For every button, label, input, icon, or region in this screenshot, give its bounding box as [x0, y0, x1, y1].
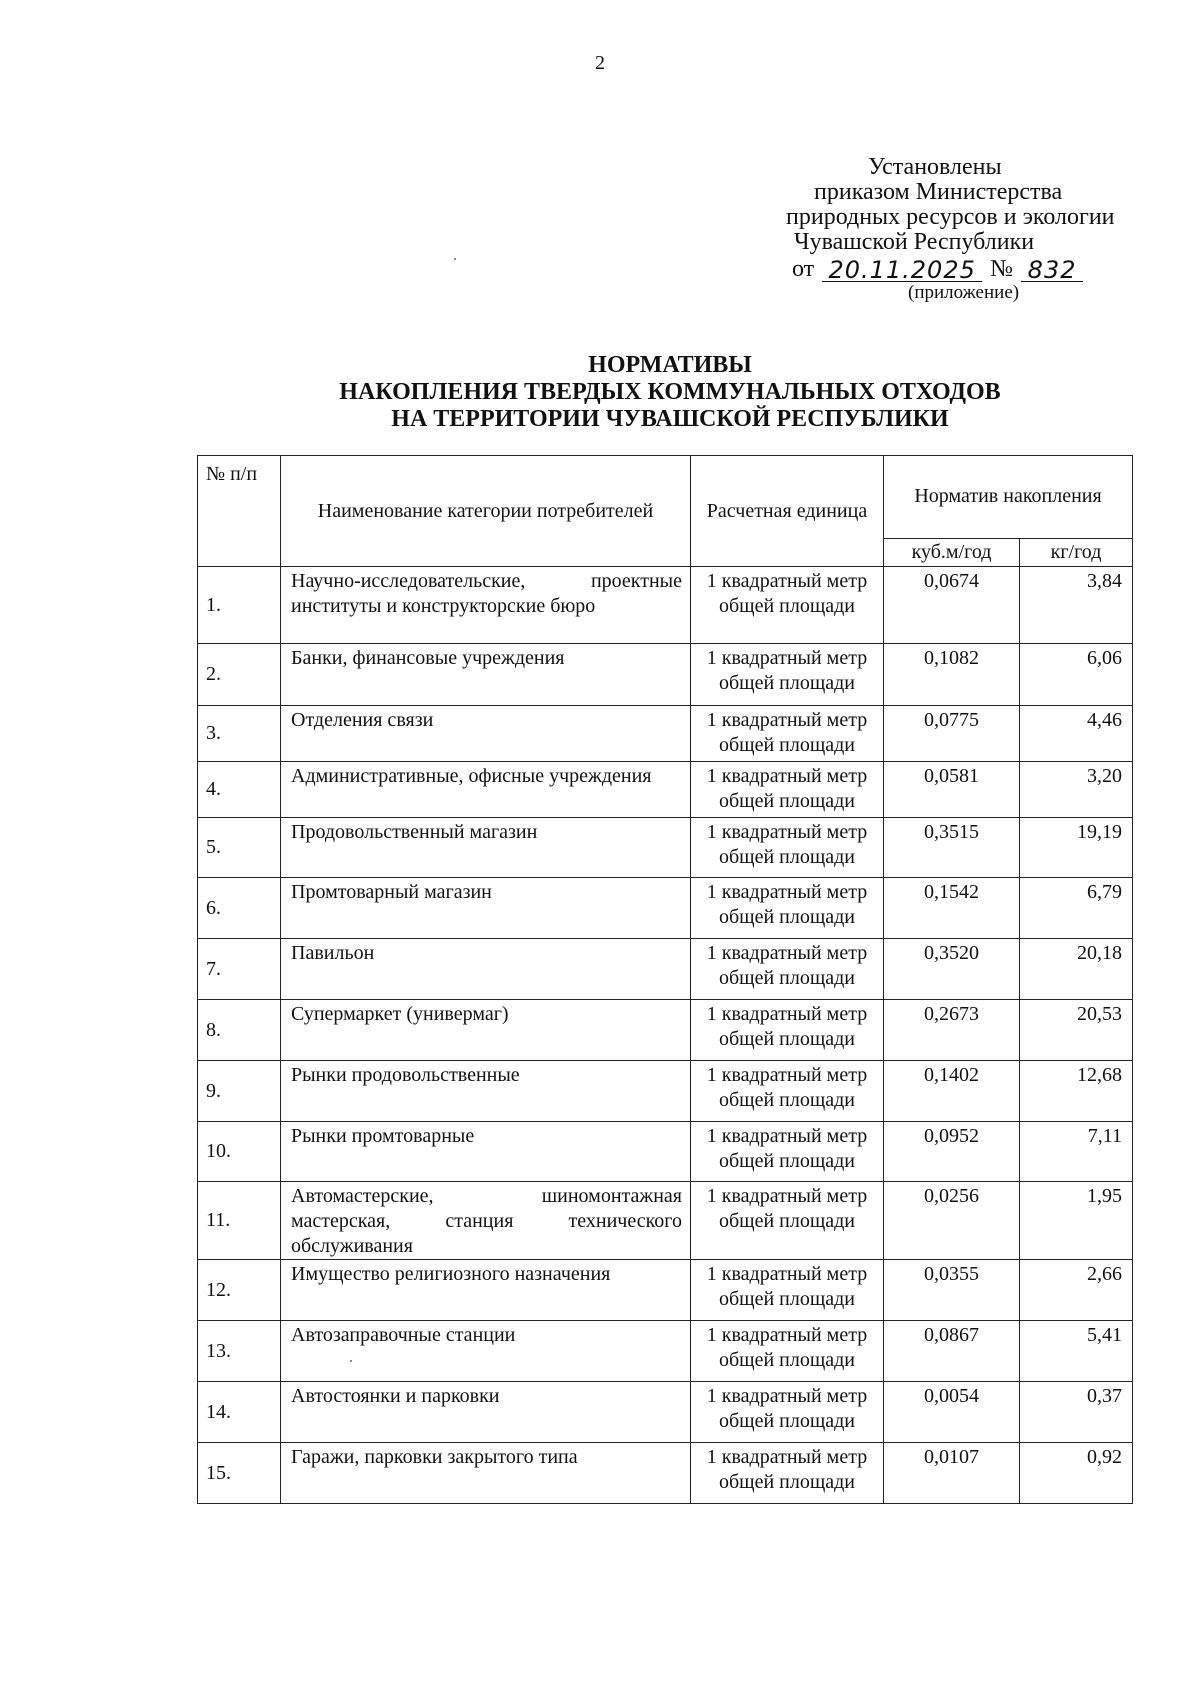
- calc-unit: 1 квадратный метр общей площади: [691, 878, 884, 939]
- table-row: [198, 1000, 1133, 1061]
- norm-volume: 0,0952: [884, 1122, 1020, 1182]
- header-volume: куб.м/год: [884, 539, 1020, 567]
- calc-unit: 1 квадратный метр общей площади: [691, 706, 884, 762]
- category-name: Павильон: [281, 939, 691, 1000]
- norm-mass: 20,53: [1020, 1000, 1133, 1061]
- row-number: 6.: [198, 878, 281, 939]
- calc-unit: 1 квадратный метр общей площади: [691, 1382, 884, 1443]
- norm-volume: 0,1542: [884, 878, 1020, 939]
- approval-date-line: [786, 257, 1126, 282]
- category-name: Имущество религиозного назначения: [281, 1260, 691, 1321]
- category-name: Автозаправочные станции: [281, 1321, 691, 1382]
- table-row: [198, 1443, 1133, 1504]
- norm-mass: 12,68: [1020, 1061, 1133, 1122]
- category-name: Супермаркет (универмаг): [281, 1000, 691, 1061]
- calc-unit: 1 квадратный метр общей площади: [691, 1122, 884, 1182]
- calc-unit: 1 квадратный метр общей площади: [691, 1321, 884, 1382]
- page-number: 2: [595, 52, 605, 74]
- category-name: Рынки продовольственные: [281, 1061, 691, 1122]
- calc-unit: 1 квадратный метр общей площади: [691, 1000, 884, 1061]
- row-number: 7.: [198, 939, 281, 1000]
- row-number: 9.: [198, 1061, 281, 1122]
- calc-unit: 1 квадратный метр общей площади: [691, 818, 884, 878]
- handwritten-number: 832: [1021, 259, 1083, 282]
- category-name: Гаражи, парковки закрытого типа: [281, 1443, 691, 1504]
- table-row: [198, 1382, 1133, 1443]
- header-number: № п/п: [198, 456, 281, 567]
- row-number: 3.: [198, 706, 281, 762]
- row-number: 8.: [198, 1000, 281, 1061]
- table-row: [198, 762, 1133, 818]
- norm-volume: 0,0581: [884, 762, 1020, 818]
- norm-volume: 0,3515: [884, 818, 1020, 878]
- row-number: 14.: [198, 1382, 281, 1443]
- table-row: [198, 1182, 1133, 1260]
- header-norm: Норматив накопления: [884, 456, 1133, 539]
- norm-volume: 0,0256: [884, 1182, 1020, 1260]
- header-unit: Расчетная единица: [691, 456, 884, 567]
- category-name: Административные, офисные учреждения: [281, 762, 691, 818]
- row-number: 1.: [198, 567, 281, 644]
- number-prefix: №: [990, 256, 1014, 282]
- row-number: 11.: [198, 1182, 281, 1260]
- norm-mass: 5,41: [1020, 1321, 1133, 1382]
- approval-block: [786, 155, 1126, 304]
- norm-mass: 0,92: [1020, 1443, 1133, 1504]
- table-row: [198, 878, 1133, 939]
- row-number: 12.: [198, 1260, 281, 1321]
- table-row: [198, 1122, 1133, 1182]
- table-row: [198, 1321, 1133, 1382]
- title-line-3: НА ТЕРРИТОРИИ ЧУВАШСКОЙ РЕСПУБЛИКИ: [391, 406, 949, 432]
- norm-mass: 0,37: [1020, 1382, 1133, 1443]
- approval-line-1: Установлены: [868, 154, 1002, 180]
- calc-unit: 1 квадратный метр общей площади: [691, 567, 884, 644]
- category-name: Автомастерские, шиномонтажная мастерская, станция технического обслуживания: [281, 1182, 691, 1260]
- table-row: [198, 644, 1133, 706]
- norm-volume: 0,0674: [884, 567, 1020, 644]
- calc-unit: 1 квадратный метр общей площади: [691, 762, 884, 818]
- norm-mass: 7,11: [1020, 1122, 1133, 1182]
- table-row: [198, 567, 1133, 644]
- norm-volume: 0,0107: [884, 1443, 1020, 1504]
- date-prefix: от: [792, 256, 815, 282]
- norm-mass: 19,19: [1020, 818, 1133, 878]
- norm-mass: 2,66: [1020, 1260, 1133, 1321]
- handwritten-date: 20.11.2025: [822, 259, 982, 282]
- row-number: 10.: [198, 1122, 281, 1182]
- category-name: Промтоварный магазин: [281, 878, 691, 939]
- category-name: Отделения связи: [281, 706, 691, 762]
- category-name: Банки, финансовые учреждения: [281, 644, 691, 706]
- category-name: Продовольственный магазин: [281, 818, 691, 878]
- norm-volume: 0,1082: [884, 644, 1020, 706]
- title-line-2: НАКОПЛЕНИЯ ТВЕРДЫХ КОММУНАЛЬНЫХ ОТХОДОВ: [339, 379, 1001, 405]
- row-number: 5.: [198, 818, 281, 878]
- norm-volume: 0,0355: [884, 1260, 1020, 1321]
- norm-volume: 0,0867: [884, 1321, 1020, 1382]
- norm-mass: 4,46: [1020, 706, 1133, 762]
- approval-line-3: природных ресурсов и экологии: [786, 204, 1115, 230]
- norm-mass: 3,20: [1020, 762, 1133, 818]
- table-row: [198, 1061, 1133, 1122]
- norm-mass: 1,95: [1020, 1182, 1133, 1260]
- table-row: [198, 1260, 1133, 1321]
- row-number: 13.: [198, 1321, 281, 1382]
- category-name: Автостоянки и парковки: [281, 1382, 691, 1443]
- row-number: 2.: [198, 644, 281, 706]
- category-name: Научно-исследовательские, проектные институты и конструкторские бюро: [281, 567, 691, 644]
- header-category: Наименование категории потребителей: [281, 456, 691, 567]
- approval-line-4: Чувашской Республики: [794, 229, 1035, 255]
- scan-speck: [454, 258, 456, 260]
- norm-mass: 6,79: [1020, 878, 1133, 939]
- norm-volume: 0,1402: [884, 1061, 1020, 1122]
- calc-unit: 1 квадратный метр общей площади: [691, 1061, 884, 1122]
- norm-volume: 0,0775: [884, 706, 1020, 762]
- title-line-1: НОРМАТИВЫ: [588, 352, 752, 378]
- header-mass: кг/год: [1020, 539, 1133, 567]
- norm-volume: 0,2673: [884, 1000, 1020, 1061]
- scan-speck: [350, 1360, 352, 1362]
- norm-mass: 3,84: [1020, 567, 1133, 644]
- norm-mass: 6,06: [1020, 644, 1133, 706]
- row-number: 4.: [198, 762, 281, 818]
- calc-unit: 1 квадратный метр общей площади: [691, 644, 884, 706]
- table-row: [198, 939, 1133, 1000]
- norms-table: [197, 455, 1133, 1504]
- calc-unit: 1 квадратный метр общей площади: [691, 1182, 884, 1260]
- table-row: [198, 706, 1133, 762]
- calc-unit: 1 квадратный метр общей площади: [691, 1443, 884, 1504]
- approval-note: (приложение): [908, 282, 1020, 303]
- row-number: 15.: [198, 1443, 281, 1504]
- document-title: [0, 352, 1200, 433]
- approval-line-2: приказом Министерства: [814, 179, 1063, 205]
- table-row: [198, 818, 1133, 878]
- norm-volume: 0,3520: [884, 939, 1020, 1000]
- calc-unit: 1 квадратный метр общей площади: [691, 939, 884, 1000]
- calc-unit: 1 квадратный метр общей площади: [691, 1260, 884, 1321]
- norm-mass: 20,18: [1020, 939, 1133, 1000]
- norm-volume: 0,0054: [884, 1382, 1020, 1443]
- category-name: Рынки промтоварные: [281, 1122, 691, 1182]
